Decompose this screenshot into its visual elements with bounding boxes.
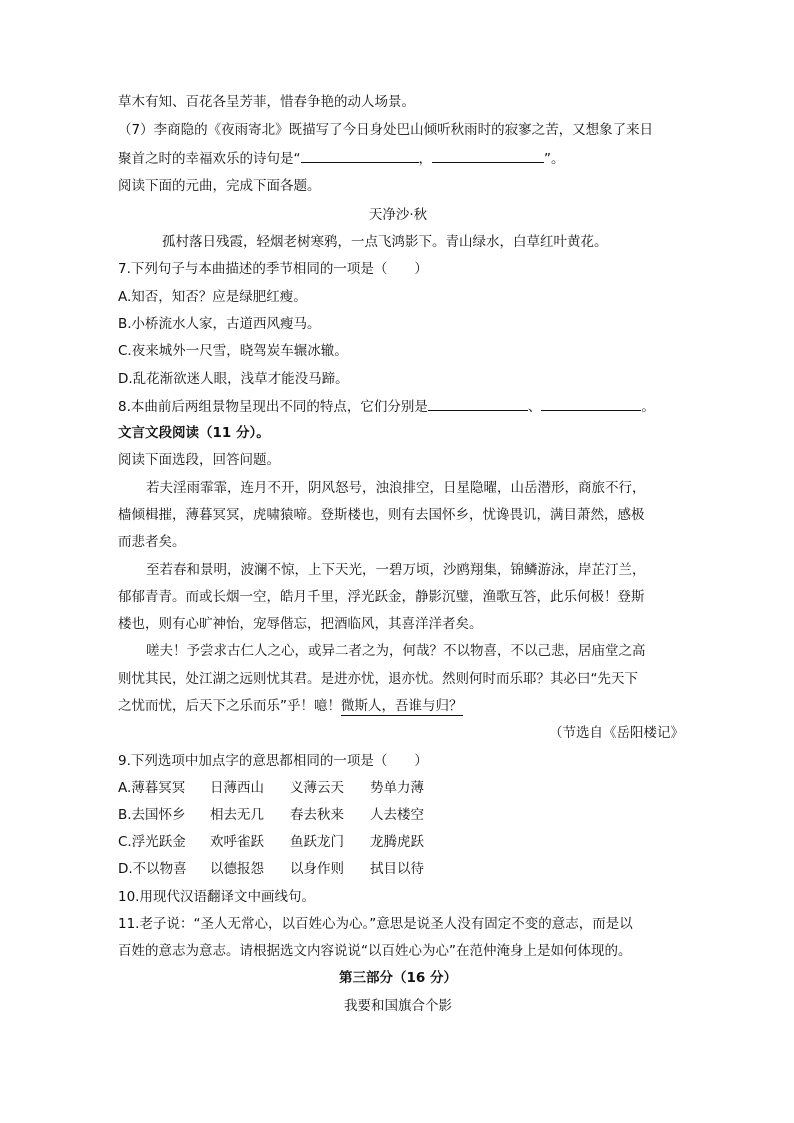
option-d: D.乱花渐欲迷人眼，浅草才能没马蹄。: [118, 371, 349, 387]
question-10: 10.用现代汉语翻译文中画线句。: [118, 889, 315, 905]
passage-line: [118, 696, 463, 716]
option-word: 春去秋来: [290, 807, 344, 823]
fill-blank-line: [118, 148, 565, 169]
option-word: 日薄西山: [210, 780, 264, 796]
instruction: 阅读下面选段，回答问题。: [118, 452, 280, 468]
passage-line: 至若春和景明，波澜不惊，上下天光，一碧万顷，沙鸥翔集，锦鳞游泳，岸芷汀兰，: [146, 562, 646, 578]
question-11-cont: 百姓的意志为意志。请根据选文内容说说“以百姓心为心”在范仲淹身上是如何体现的。: [118, 943, 632, 959]
question-9: 9.下列选项中加点字的意思都相同的一项是（ ）: [118, 753, 428, 769]
text-segment: ，: [418, 151, 432, 167]
passage-line: 若夫淫雨霏霏，连月不开，阴风怒号，浊浪排空，日星隐曜，山岳潜形，商旅不行，: [146, 480, 646, 496]
option-word: 相去无几: [210, 807, 264, 823]
option-a: A.知否，知否？应是绿肥红瘦。: [118, 289, 307, 305]
answer-blank[interactable]: [428, 396, 528, 411]
question-11: 11.老子说：“圣人无常心，以百姓心为心。”意思是说圣人没有固定不变的意志，而是以: [118, 916, 633, 932]
poem-text: 孤村落日残霞，轻烟老树寒鸦，一点飞鸿影下。青山绿水，白草红叶黄花。: [162, 234, 608, 250]
question-7: 7.下列句子与本曲描述的季节相同的一项是（ ）: [118, 261, 428, 277]
text-segment: 。: [641, 399, 655, 415]
answer-blank[interactable]: [541, 396, 641, 411]
option-c: C.夜来城外一尺雪，晓驾炭车辗冰辙。: [118, 343, 348, 359]
source-note: （节选自《岳阳楼记》: [549, 725, 684, 741]
passage-line: 楼也，则有心旷神怡，宠辱偕忘，把酒临风，其喜洋洋者矣。: [118, 616, 483, 632]
option-word: 势单力薄: [370, 780, 424, 796]
answer-blank[interactable]: [301, 148, 419, 163]
option-b: B.小桥流水人家，古道西风瘦马。: [118, 316, 321, 332]
instruction: 阅读下面的元曲，完成下面各题。: [118, 178, 321, 194]
passage-line: 郁郁青青。而或长烟一空，皓月千里，浮光跃金，静影沉璧，渔歌互答，此乐何极！登斯: [118, 589, 645, 605]
option-word: 龙腾虎跃: [370, 834, 424, 850]
option-word: D.不以物喜: [118, 861, 187, 877]
question-7-recitation: （7）李商隐的《夜雨寄北》既描写了今日身处巴山倾听秋雨时的寂寥之苦，又想象了来日: [118, 122, 654, 138]
option-word: B.去国怀乡: [118, 807, 186, 823]
section-title: 文言文段阅读（11 分）。: [118, 425, 270, 441]
text-segment: ”。: [544, 151, 565, 167]
option-word: 拭目以待: [370, 861, 424, 877]
text-line: 草木有知、百花各呈芳菲，惜春争艳的动人场景。: [118, 94, 415, 110]
q9-option-row: [118, 805, 424, 825]
option-word: 欢呼雀跃: [210, 834, 264, 850]
part-title: 第三部分（16 分）: [339, 970, 457, 986]
option-word: A.薄暮冥冥: [118, 780, 186, 796]
q9-option-row: [118, 778, 424, 798]
option-word: 义薄云天: [290, 780, 344, 796]
answer-blank[interactable]: [432, 148, 544, 163]
passage-line: 则忧其民，处江湖之远则忧其君。是进亦忧，退亦忧。然则何时而乐耶？其必曰“先天下: [118, 671, 638, 687]
text-segment: 聚首之时的幸福欢乐的诗句是“: [118, 151, 301, 167]
text-segment: 之忧而忧，后天下之乐而乐”乎！噫！: [118, 698, 341, 714]
option-word: 以身作则: [290, 861, 344, 877]
passage-line: 而悲者矣。: [118, 534, 186, 550]
passage-line: 樯倾楫摧，薄暮冥冥，虎啸猿啼。登斯楼也，则有去国怀乡，忧谗畏讥，满目萧然，感极: [118, 507, 645, 523]
underlined-sentence: 微斯人，吾谁与归？: [341, 698, 463, 714]
essay-title: 我要和国旗合个影: [344, 998, 452, 1014]
passage-line: 嗟夫！予尝求古仁人之心，或异二者之为，何哉？不以物喜，不以己悲，居庙堂之高: [146, 643, 646, 659]
option-word: 鱼跃龙门: [290, 834, 344, 850]
option-word: 人去楼空: [370, 807, 424, 823]
q9-option-row: [118, 832, 424, 852]
text-segment: 8.本曲前后两组景物呈现出不同的特点，它们分别是: [118, 399, 428, 415]
option-word: 以德报怨: [210, 861, 264, 877]
option-word: C.浮光跃金: [118, 834, 186, 850]
q9-option-row: [118, 859, 424, 879]
poem-title: 天净沙·秋: [368, 207, 428, 223]
question-8: [118, 396, 655, 417]
text-segment: 、: [527, 399, 542, 415]
